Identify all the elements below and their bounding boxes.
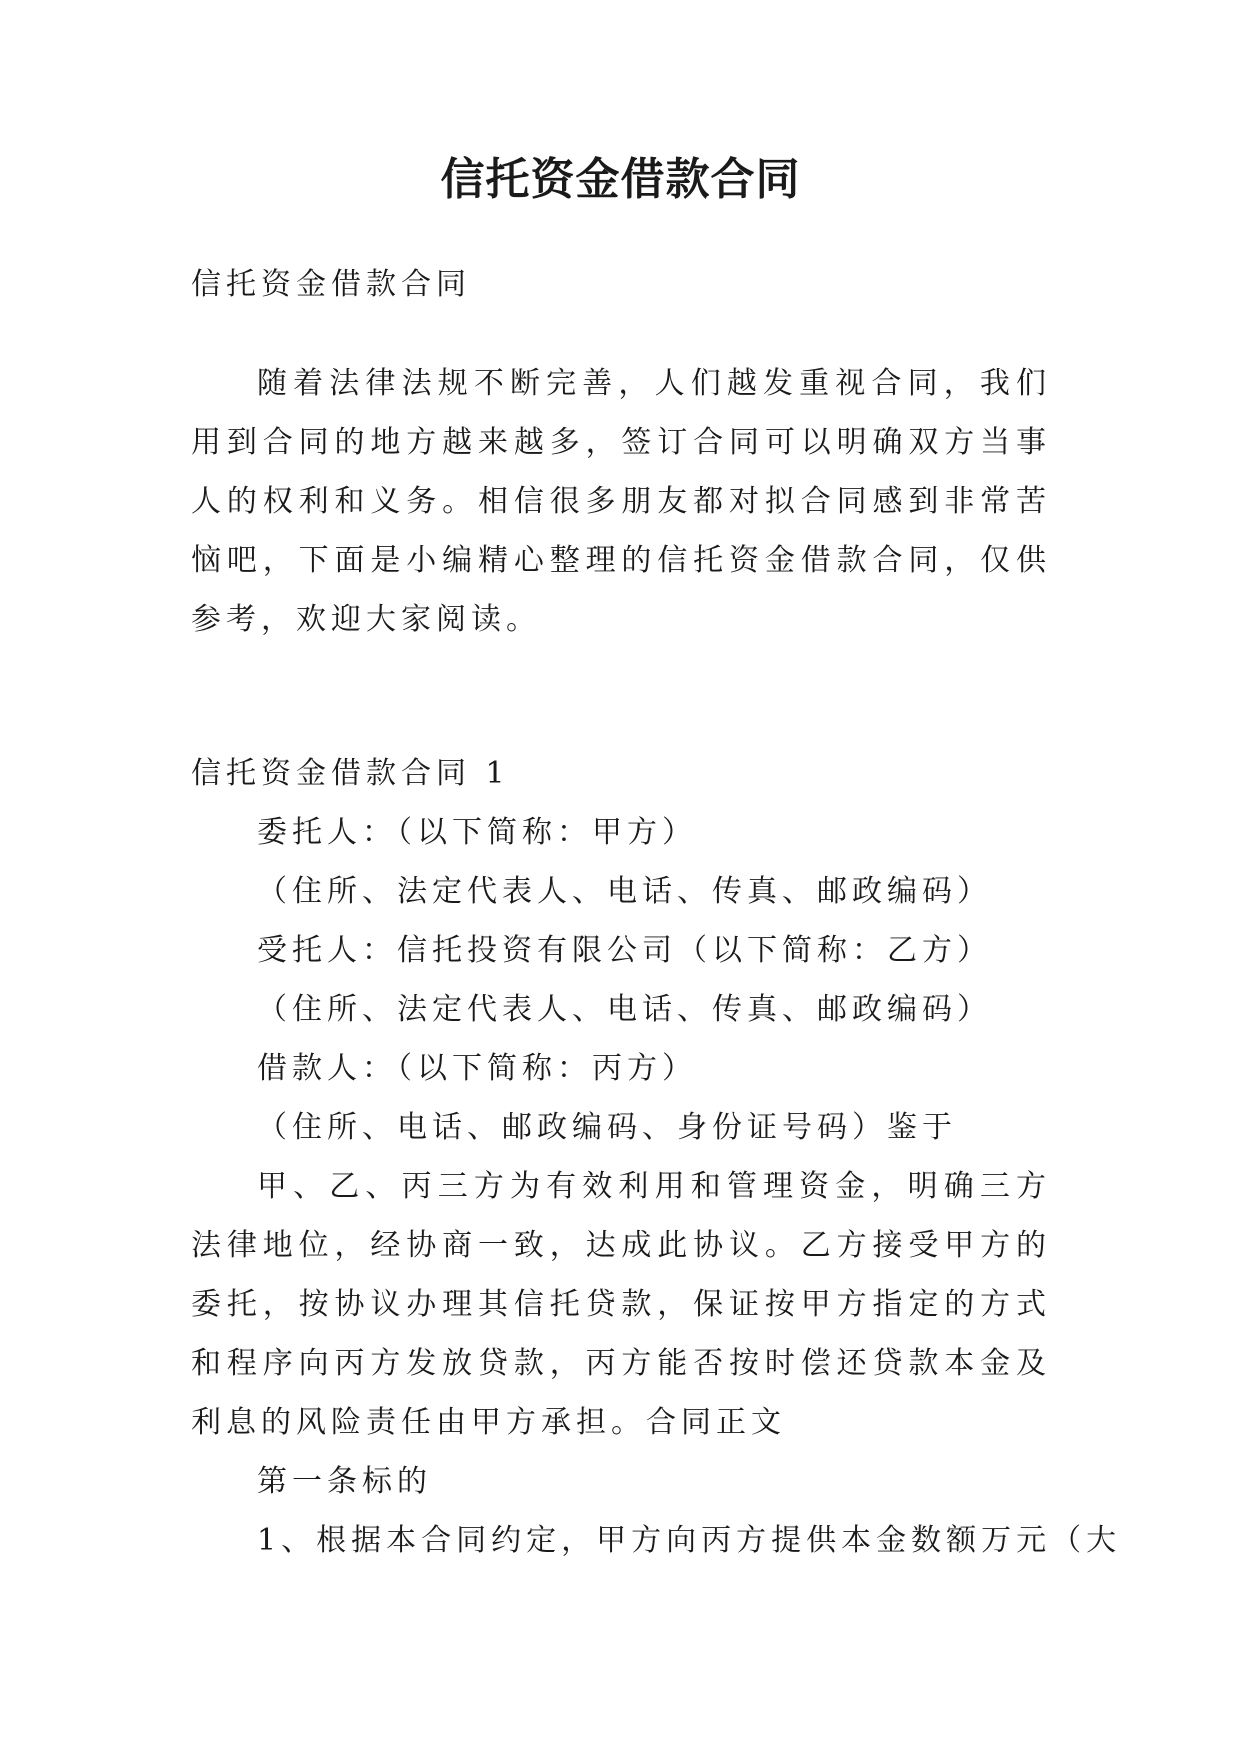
article-1-heading: 第一条标的 [257, 1464, 432, 1499]
party-c-line: 借款人：（以下简称：丙方） [257, 1051, 697, 1086]
section-heading: 信托资金借款合同 1 [191, 756, 510, 791]
article-1-clause-1: 1、根据本合同约定，甲方向丙方提供本金数额万元（大 [257, 1523, 1122, 1558]
document-subtitle: 信托资金借款合同 [191, 267, 471, 302]
party-a-info-line: （住所、法定代表人、电话、传真、邮政编码） [257, 874, 992, 909]
party-b-line: 受托人：信托投资有限公司（以下简称：乙方） [257, 933, 992, 968]
party-b-info-line: （住所、法定代表人、电话、传真、邮政编码） [257, 992, 992, 1027]
party-c-info-line: （住所、电话、邮政编码、身份证号码）鉴于 [257, 1110, 957, 1145]
intro-paragraph: 随着法律法规不断完善，人们越发重视合同，我们用到合同的地方越来越多，签订合同可以明确双方当事人的权利和义务。相信很多朋友都对拟合同感到非常苦恼吧，下面是小编精心整理的信托资金借款合同，仅供参考，欢迎大家阅读。 [191, 366, 1051, 637]
party-a-line: 委托人：（以下简称：甲方） [257, 815, 697, 850]
preamble-paragraph: 甲、乙、丙三方为有效利用和管理资金，明确三方法律地位，经协商一致，达成此协议。乙方接受甲方的委托，按协议办理其信托贷款，保证按甲方指定的方式和程序向丙方发放贷款，丙方能否按时偿还贷款本金及利息的风险责任由甲方承担。合同正文 [191, 1169, 1051, 1440]
document-title: 信托资金借款合同 [440, 154, 801, 205]
